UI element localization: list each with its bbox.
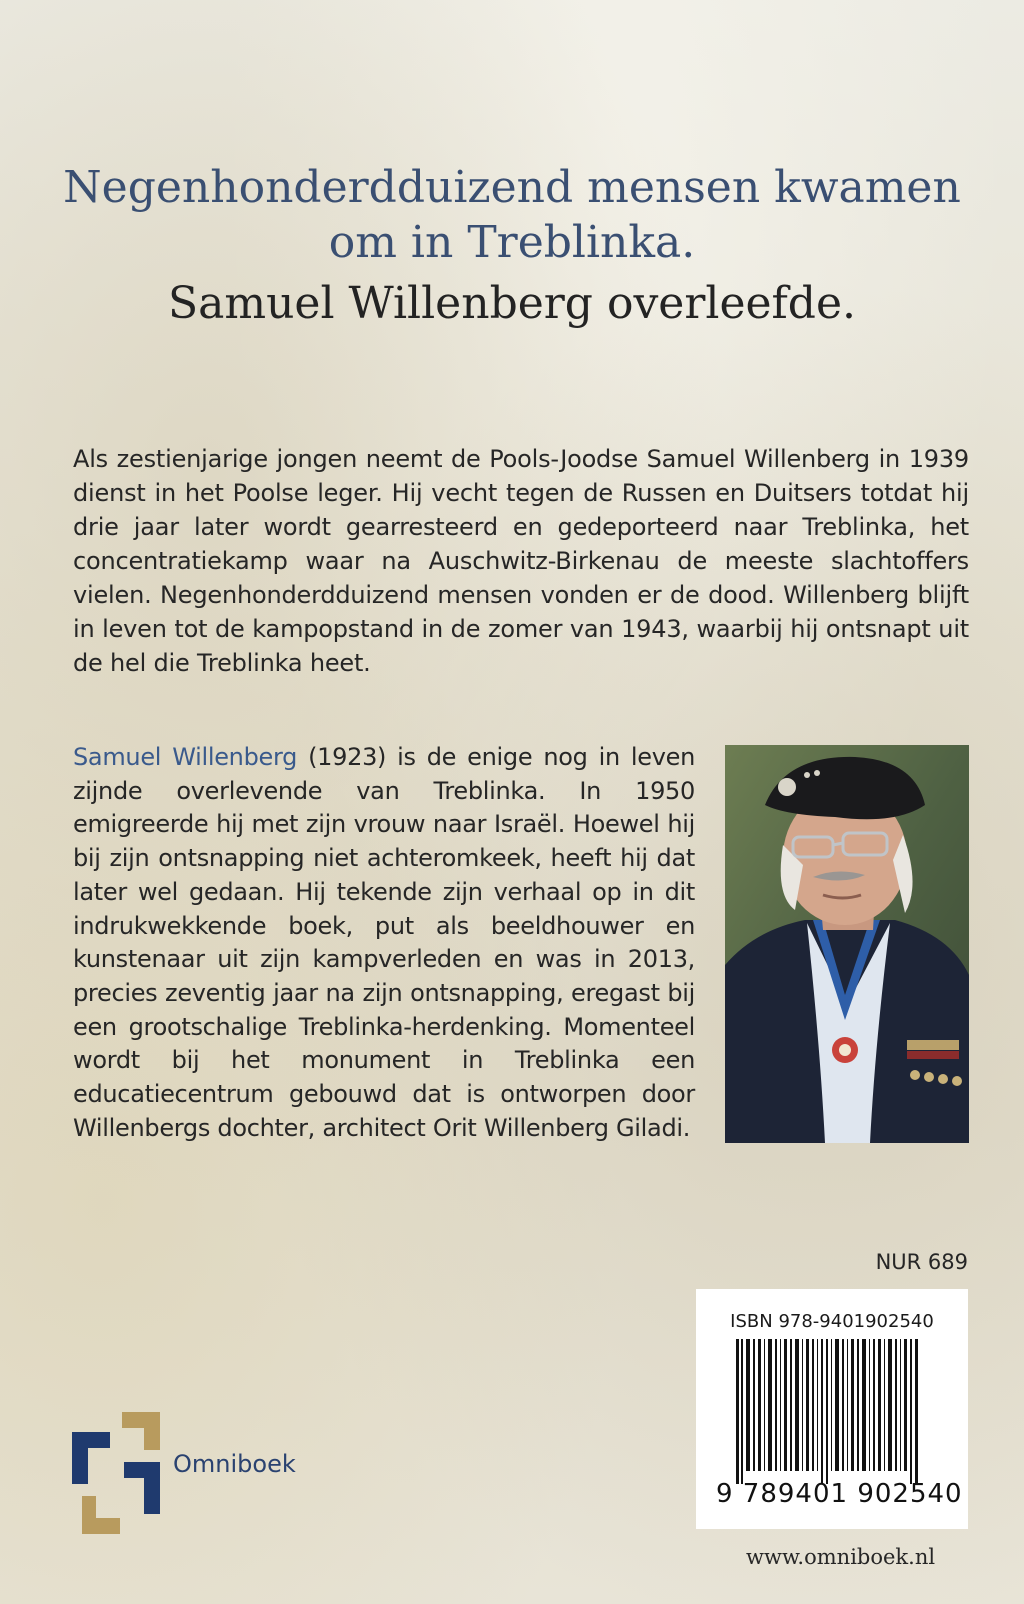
bio-paragraph	[73, 741, 695, 1145]
bio-text: (1923) is de enige nog in leven zijnde overlevende van Treblinka. In 1950 emigreerde hij met zijn vrouw naar Israël. Hoewel hij bij zijn ontsnapping niet achteromkeek, heeft hij dat later wel gedaan. Hij tekende zijn verhaal op in dit indrukwekkende boek, put als beeldhouwer en kunstenaar uit zijn kampverleden en was in 2013, precies zeventig jaar na zijn ontsnapping, eregast bij een grootschalige Treblinka-herdenking. Momenteel wordt bij het monument in Treblinka een educatiecentrum gebouwd dat is ontworpen door Willenbergs dochter, architect Orit Willenberg Giladi.	[73, 743, 696, 1142]
publisher-website: www.omniboek.nl	[746, 1545, 936, 1569]
nur-code: NUR 689	[875, 1250, 968, 1274]
headline: Negenhonderdduizend mensen kwamen om in Treblinka.	[63, 162, 961, 268]
publisher-name: Omniboek	[173, 1450, 296, 1478]
subheadline: Samuel Willenberg overleefde.	[167, 278, 856, 329]
intro-paragraph: Als zestienjarige jongen neemt de Pools-Joodse Samuel Willenberg in 1939 dienst in het Poolse leger. Hij vecht tegen de Russen en Duitsers totdat hij drie jaar later wordt gearresteerd en gedeporteerd naar Treblinka, het concentratiekamp waar na Auschwitz-Birkenau de meeste slachtoffers vielen. Negenhonderdduizend mensen vonden er de dood. Willenberg blijft in leven tot de kampopstand in de zomer van 1943, waarbij hij ontsnapt uit de hel die Treblinka heet.	[73, 445, 969, 677]
author-name: Samuel Willenberg	[73, 743, 298, 771]
isbn-label: ISBN 978-9401902540	[730, 1311, 934, 1332]
barcode	[696, 1289, 968, 1529]
omniboek-logo-icon	[72, 1412, 162, 1534]
author-photo	[725, 745, 969, 1143]
barcode-bars	[696, 1339, 968, 1484]
barcode-digits: 9 789401 902540	[716, 1479, 963, 1509]
